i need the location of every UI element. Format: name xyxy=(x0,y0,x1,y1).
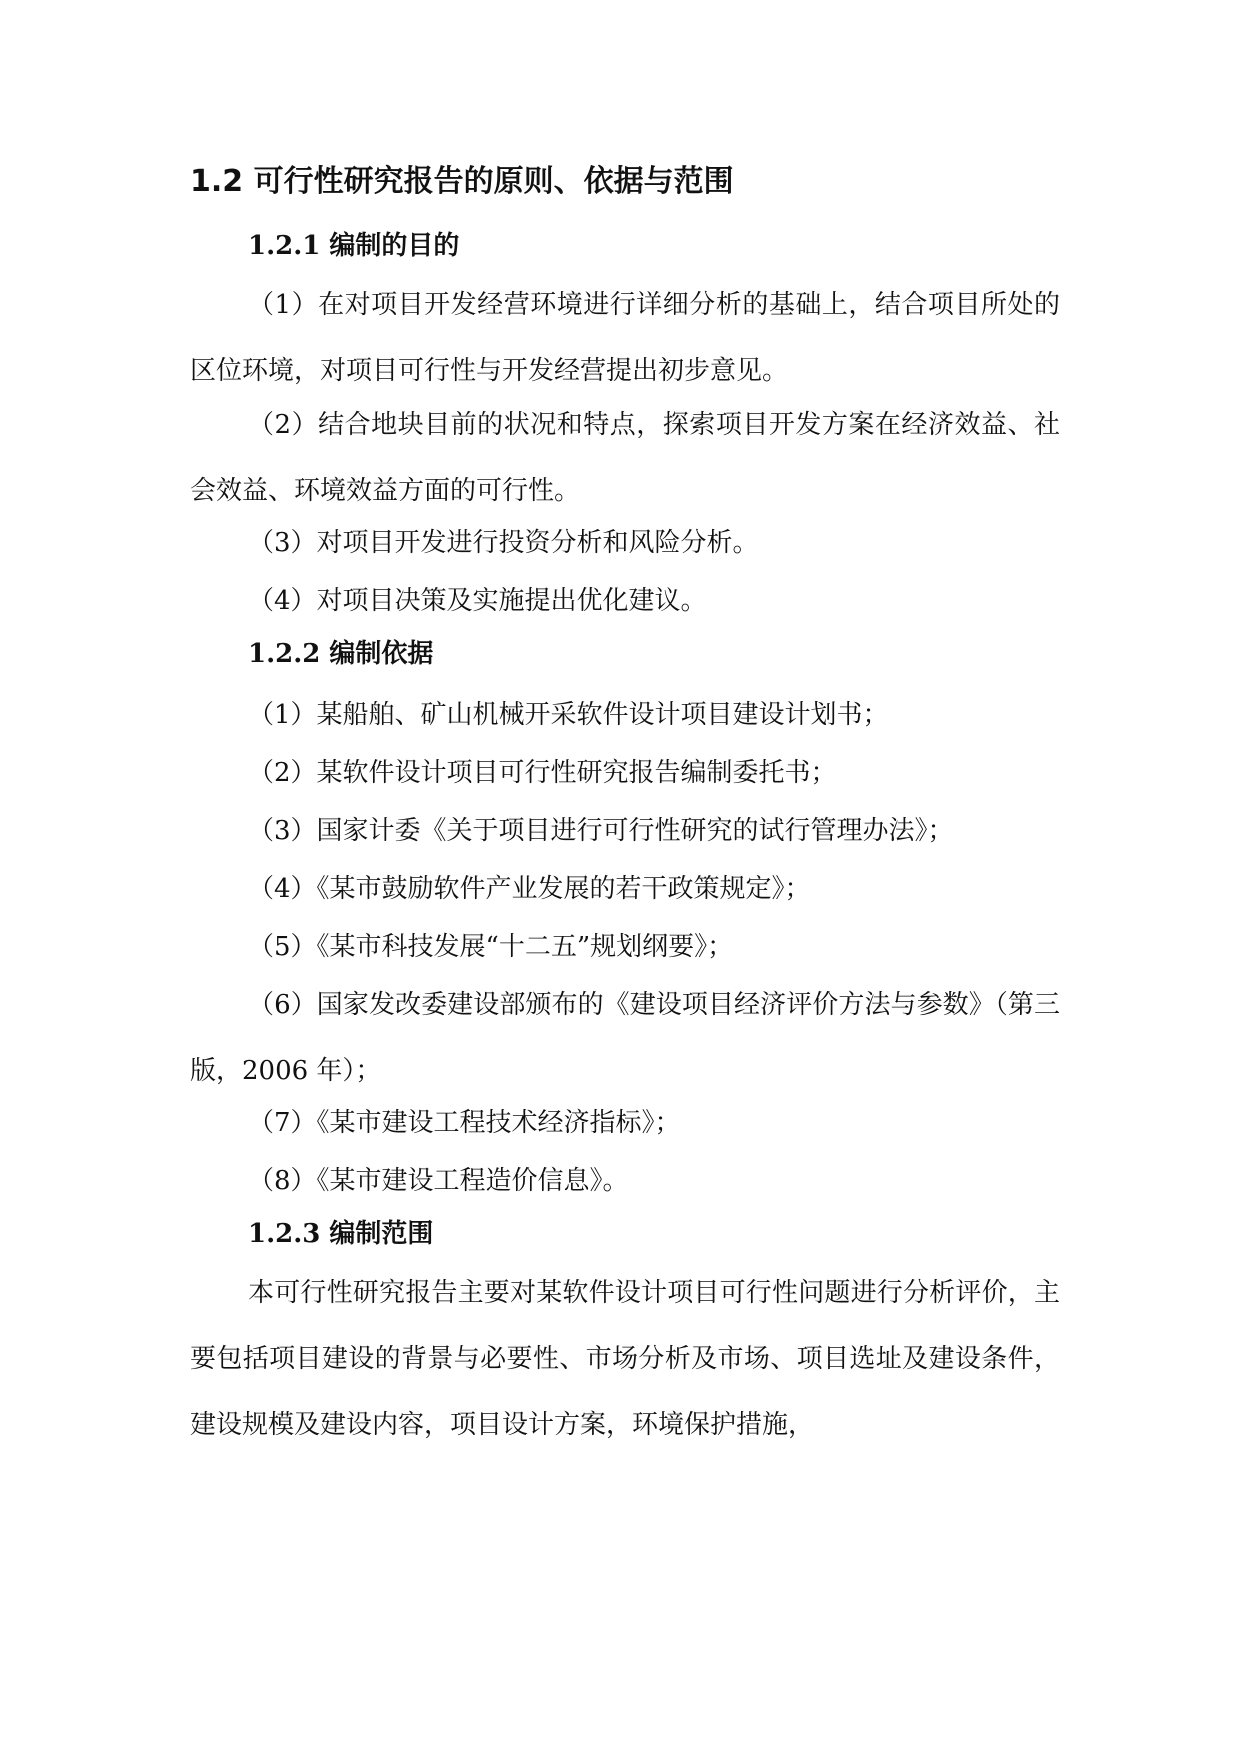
basis-item-2: （2）某软件设计项目可行性研究报告编制委托书； xyxy=(248,758,837,788)
basis-item-8: （8）《某市建设工程造价信息》。 xyxy=(248,1166,629,1196)
basis-item-3: （3）国家计委《关于项目进行可行性研究的试行管理办法》； xyxy=(248,816,954,846)
purpose-item-4: （4）对项目决策及实施提出优化建议。 xyxy=(248,586,707,616)
section-title: 1.2 可行性研究报告的原则、依据与范围 xyxy=(190,164,734,199)
basis-item-5: （5）《某市科技发展“十二五”规划纲要》； xyxy=(248,932,734,962)
purpose-item-2: （2）结合地块目前的状况和特点，探索项目开发方案在经济效益、社会效益、环境效益方面的可行性。 xyxy=(190,410,1060,506)
scope-paragraph: 本可行性研究报告主要对某软件设计项目可行性问题进行分析评价，主要包括项目建设的背景与必要性、市场分析及市场、项目选址及建设条件，建设规模及建设内容，项目设计方案，环境保护措施， xyxy=(190,1278,1060,1440)
purpose-item-1: （1）在对项目开发经营环境进行详细分析的基础上，结合项目所处的区位环境，对项目可行性与开发经营提出初步意见。 xyxy=(190,290,1060,386)
purpose-heading: 1.2.1 编制的目的 xyxy=(248,231,460,261)
basis-item-1: （1）某船舶、矿山机械开采软件设计项目建设计划书； xyxy=(248,700,889,730)
basis-item-6: （6）国家发改委建设部颁布的《建设项目经济评价方法与参数》（第三版，2006 年）； xyxy=(190,990,1060,1086)
basis-item-4: （4）《某市鼓励软件产业发展的若干政策规定》； xyxy=(248,874,811,904)
scope-heading: 1.2.3 编制范围 xyxy=(248,1219,434,1249)
basis-item-7: （7）《某市建设工程技术经济指标》； xyxy=(248,1108,681,1138)
basis-heading: 1.2.2 编制依据 xyxy=(248,639,434,669)
purpose-item-3: （3）对项目开发进行投资分析和风险分析。 xyxy=(248,528,759,558)
